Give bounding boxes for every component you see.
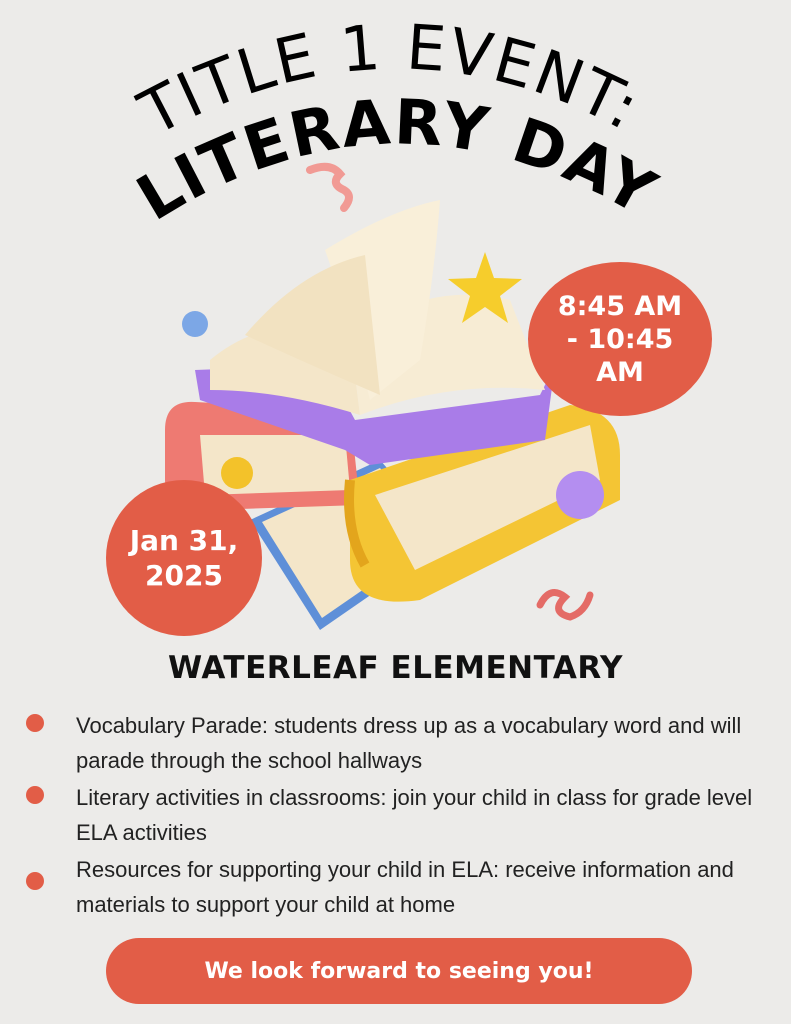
date-badge	[106, 480, 262, 636]
list-item	[26, 780, 776, 850]
date-badge-line-2: 2025	[145, 559, 223, 592]
time-badge	[528, 262, 712, 416]
time-badge-line-1: 8:45 AM	[557, 290, 683, 322]
activity-list	[26, 708, 776, 924]
yellow-ball-icon	[221, 457, 253, 489]
time-badge-line-2: - 10:45	[566, 323, 674, 355]
blue-ball-icon	[182, 311, 208, 337]
bullet-icon	[26, 714, 44, 732]
title-line-1: TITLE 1 EVENT:	[127, 10, 653, 150]
list-item-text: Resources for supporting your child in ELA: receive information and materials to support your child at home	[76, 857, 734, 917]
list-item-text: Literary activities in classrooms: join your child in class for grade level ELA activities	[76, 785, 753, 845]
closing-banner: We look forward to seeing you!	[106, 938, 692, 1004]
bullet-icon	[26, 872, 44, 890]
list-item-text: Vocabulary Parade: students dress up as a vocabulary word and will parade through the school hallways	[76, 713, 742, 773]
school-name: WATERLEAF ELEMENTARY	[168, 650, 623, 686]
time-badge-line-3: AM	[596, 356, 644, 388]
ribbon-squiggle-icon	[310, 167, 349, 208]
purple-ball-icon	[556, 471, 604, 519]
title-line-2: LITERARY DAY	[124, 85, 670, 235]
ribbon-curl-icon	[540, 593, 590, 618]
list-item	[26, 852, 776, 922]
list-item	[26, 708, 776, 778]
bullet-icon	[26, 786, 44, 804]
date-badge-line-1: Jan 31,	[129, 524, 239, 557]
